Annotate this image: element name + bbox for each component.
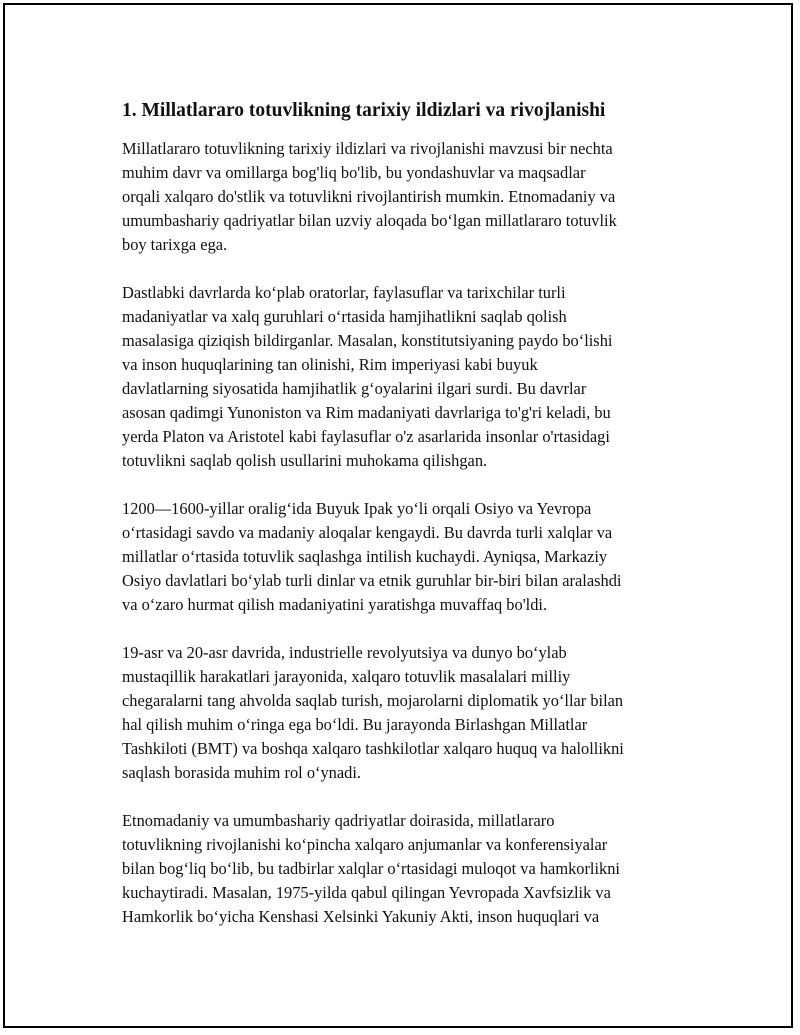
text-line: asosan qadimgi Yunoniston va Rim madaniyati davrlariga to'g'ri keladi, bu (122, 403, 611, 422)
text-line: muhim davr va omillarga bog'liq bo'lib, bu yondashuvlar va maqsadlar (122, 163, 586, 182)
text-line: va inson huquqlarining tan olinishi, Rim imperiyasi kabi buyuk (122, 355, 538, 374)
text-line: kuchaytiradi. Masalan, 1975-yilda qabul qilingan Yevropada Xavfsizlik va (122, 883, 611, 902)
text-line: orqali xalqaro do'stlik va totuvlikni rivojlantirish mumkin. Etnomadaniy va (122, 187, 616, 206)
text-line: chegaralarni tang ahvolda saqlab turish, mojarolarni diplomatik yo‘llar bilan (122, 691, 624, 710)
text-line: boy tarixga ega. (122, 235, 228, 254)
text-line: davlatlarning siyosatida hamjihatlik g‘oyalarini ilgari surdi. Bu davrlar (122, 379, 587, 398)
paragraph-1 (122, 137, 692, 257)
text-line: millatlar o‘rtasida totuvlik saqlashga intilish kuchaydi. Ayniqsa, Markaziy (122, 547, 608, 566)
paragraph-5 (122, 809, 692, 929)
paragraph-3 (122, 497, 692, 617)
text-line: Millatlararo totuvlikning tarixiy ildizlari va rivojlanishi mavzusi bir nechta (122, 139, 613, 158)
text-line: masalasiga qiziqish bildirganlar. Masalan, konstitutsiyaning paydo bo‘lishi (122, 331, 613, 350)
text-line: o‘rtasidagi savdo va madaniy aloqalar kengaydi. Bu davrda turli xalqlar va (122, 523, 613, 542)
text-line: va o‘zaro hurmat qilish madaniyatini yaratishga muvaffaq bo'ldi. (122, 595, 548, 614)
paragraph-4 (122, 641, 692, 785)
text-line: Dastlabki davrlarda ko‘plab oratorlar, faylasuflar va tarixchilar turli (122, 283, 566, 302)
text-line: madaniyatlar va xalq guruhlari o‘rtasida hamjihatlikni saqlab qolish (122, 307, 567, 326)
text-line: Etnomadaniy va umumbashariy qadriyatlar doirasida, millatlararo (122, 811, 555, 830)
text-line: Hamkorlik bo‘yicha Kenshasi Xelsinki Yakuniy Akti, inson huquqlari va (122, 907, 600, 926)
text-line: yerda Platon va Aristotel kabi faylasuflar o'z asarlarida insonlar o'rtasidagi (122, 427, 610, 446)
text-line: umumbashariy qadriyatlar bilan uzviy aloqada bo‘lgan millatlararo totuvlik (122, 211, 617, 230)
section-heading: 1. Millatlararo totuvlikning tarixiy ildizlari va rivojlanishi (122, 100, 606, 121)
page-frame (3, 3, 793, 1028)
paragraph-2 (122, 281, 692, 473)
text-line: Osiyo davlatlari bo‘ylab turli dinlar va etnik guruhlar bir-biri bilan aralashdi (122, 571, 622, 590)
text-line: hal qilish muhim o‘ringa ega bo‘ldi. Bu jarayonda Birlashgan Millatlar (122, 715, 588, 734)
text-line: bilan bog‘liq bo‘lib, bu tadbirlar xalqlar o‘rtasidagi muloqot va hamkorlikni (122, 859, 620, 878)
text-line: totuvlikning rivojlanishi ko‘pincha xalqaro anjumanlar va konferensiyalar (122, 835, 608, 854)
text-line: saqlash borasida muhim rol o‘ynadi. (122, 763, 361, 782)
text-line: 1200—1600-yillar oralig‘ida Buyuk Ipak yo‘li orqali Osiyo va Yevropa (122, 499, 592, 518)
text-line: 19-asr va 20-asr davrida, industrielle revolyutsiya va dunyo bo‘ylab (122, 643, 567, 662)
text-line: mustaqillik harakatlari jarayonida, xalqaro totuvlik masalalari milliy (122, 667, 571, 686)
document-body (122, 98, 692, 953)
text-line: totuvlikni saqlab qolish usullarini muhokama qilishgan. (122, 451, 488, 470)
text-line: Tashkiloti (BMT) va boshqa xalqaro tashkilotlar xalqaro huquq va halollikni (122, 739, 624, 758)
